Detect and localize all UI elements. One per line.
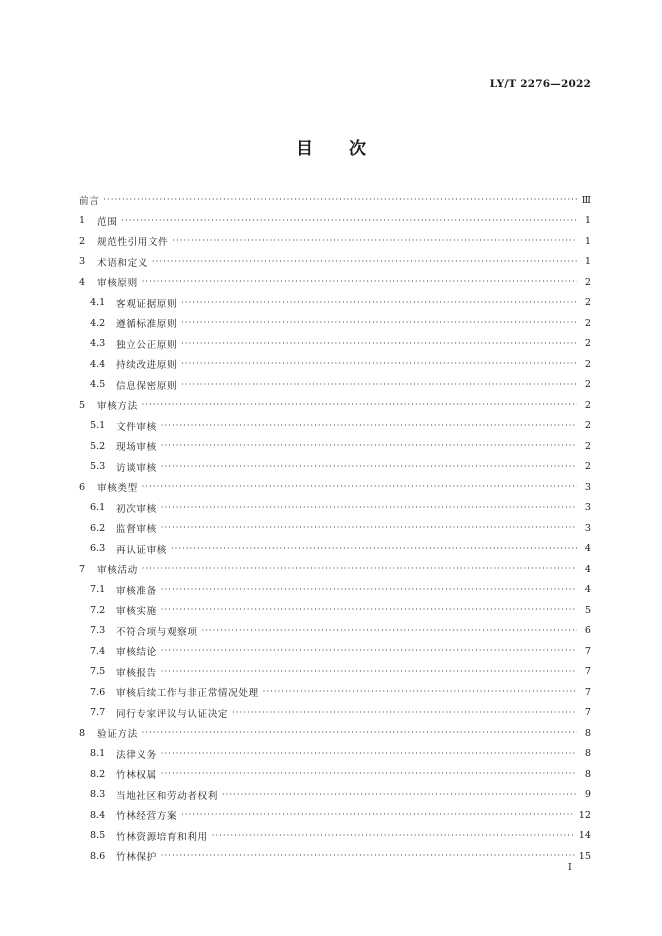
toc-dot-leader [161,503,577,513]
toc-dot-leader [263,687,577,697]
toc-entry-label: 竹林权属 [116,770,157,782]
toc-dot-leader [222,790,577,800]
toc-entry[interactable] [79,682,591,703]
toc-entry-number: 8.1 [90,748,106,760]
toc-entry-label: 独立公正原则 [116,339,178,351]
toc-entry-label: 前言 [79,196,100,208]
toc-entry[interactable] [79,416,591,437]
toc-entry[interactable] [79,395,591,416]
toc-dot-leader [181,318,577,328]
toc-entry-label: 持续改进原则 [116,360,178,372]
toc-dot-leader [232,708,577,718]
toc-entry-page: 1 [584,235,591,247]
toc-entry-page: 6 [584,625,591,637]
toc-entry-number: 5 [79,399,86,411]
toc-entry-number: 6.3 [90,543,106,555]
page-number: I [568,862,572,873]
toc-entry[interactable] [79,477,591,498]
toc-entry-page: 2 [584,358,591,370]
toc-dot-leader [161,851,575,861]
toc-entry[interactable] [79,723,591,744]
toc-entry[interactable] [79,539,591,560]
toc-entry-label: 不符合项与观察项 [116,626,198,638]
toc-entry-number: 4.2 [90,317,106,329]
toc-entry-number: 8.6 [90,850,106,862]
toc-entry-label: 同行专家评议与认证决定 [116,708,229,720]
toc-entry[interactable] [79,457,591,478]
toc-entry-number: 7.6 [90,686,106,698]
toc-entry-number: 3 [79,256,86,268]
toc-entry[interactable] [79,293,591,314]
toc-entry[interactable] [79,231,591,252]
toc-entry-number: 6.1 [90,502,106,514]
toc-dot-leader [212,831,575,841]
toc-dot-leader [142,277,577,287]
toc-entry-number: 7.4 [90,645,106,657]
toc-entry-page: 3 [584,502,591,514]
toc-entry-page: 2 [584,440,591,452]
toc-dot-leader [161,462,577,472]
toc-dot-leader [161,523,577,533]
toc-entry[interactable] [79,190,591,211]
toc-dot-leader [103,195,577,205]
toc-entry-number: 6.2 [90,522,106,534]
toc-entry-number: 1 [79,215,86,227]
toc-entry-number: 4.3 [90,338,106,350]
toc-entry-label: 遵循标准原则 [116,319,178,331]
toc-entry-label: 文件审核 [116,421,157,433]
toc-entry[interactable] [79,580,591,601]
toc-entry-label: 当地社区和劳动者权利 [116,790,218,802]
toc-entry-page: 7 [584,707,591,719]
toc-entry-page: 3 [584,522,591,534]
toc-entry-number: 8.3 [90,789,106,801]
toc-entry-label: 监督审核 [116,524,157,536]
toc-entry[interactable] [79,272,591,293]
toc-entry[interactable] [79,354,591,375]
toc-dot-leader [121,216,577,226]
toc-entry-number: 5.2 [90,440,106,452]
toc-entry-page: 4 [584,584,591,596]
toc-dot-leader [142,728,577,738]
toc-entry-label: 竹林经营方案 [116,811,178,823]
toc-entry-number: 4.4 [90,358,106,370]
toc-dot-leader [142,482,577,492]
toc-entry[interactable] [79,641,591,662]
toc-entry-page: 4 [584,543,591,555]
toc-dot-leader [161,667,577,677]
toc-entry-label: 审核方法 [97,401,138,413]
toc-entry-number: 7.7 [90,707,106,719]
toc-entry-label: 竹林资源培育和利用 [116,831,208,843]
toc-title-char: 目 [296,139,313,159]
toc-entry-page: 2 [584,276,591,288]
toc-dot-leader [181,298,577,308]
toc-entry[interactable] [79,805,591,826]
toc-entry-label: 规范性引用文件 [97,237,169,249]
toc-dot-leader [142,564,577,574]
toc-entry[interactable] [79,621,591,642]
toc-dot-leader [172,236,577,246]
toc-entry[interactable] [79,498,591,519]
toc-dot-leader [202,626,577,636]
toc-entry-page: 8 [584,748,591,760]
toc-entry-number: 5.3 [90,461,106,473]
toc-entry-label: 审核报告 [116,667,157,679]
toc-title-char: 次 [349,139,366,159]
toc-entry[interactable] [79,703,591,724]
toc-entry-page: 8 [584,768,591,780]
toc-list [79,190,591,867]
toc-entry-page: 5 [584,604,591,616]
toc-entry-page: 12 [578,809,591,821]
toc-entry-page: 2 [584,338,591,350]
toc-dot-leader [161,769,577,779]
toc-entry[interactable] [79,211,591,232]
toc-entry-label: 审核原则 [97,278,138,290]
toc-title [0,134,662,159]
toc-dot-leader [161,585,577,595]
toc-dot-leader [181,339,577,349]
toc-entry[interactable] [79,559,591,580]
toc-entry[interactable] [79,846,591,867]
toc-entry[interactable] [79,518,591,539]
toc-entry-page: 2 [584,297,591,309]
toc-entry-page: 8 [584,727,591,739]
toc-entry-page: 2 [584,420,591,432]
toc-entry-page: 2 [584,461,591,473]
toc-entry-page: 14 [578,830,591,842]
toc-entry-page: 7 [584,666,591,678]
toc-dot-leader [161,749,577,759]
toc-entry-number: 8.4 [90,809,106,821]
toc-entry-label: 审核后续工作与非正常情况处理 [116,688,259,700]
toc-dot-leader [142,400,577,410]
toc-entry-number: 7.2 [90,604,106,616]
toc-entry-label: 术语和定义 [97,257,148,269]
toc-entry-label: 访谈审核 [116,462,157,474]
toc-entry-page: 2 [584,317,591,329]
toc-entry-page: 7 [584,645,591,657]
toc-entry-number: 8.2 [90,768,106,780]
toc-dot-leader [161,421,577,431]
toc-entry[interactable] [79,744,591,765]
toc-entry-label: 审核准备 [116,585,157,597]
toc-entry-page: 9 [584,789,591,801]
toc-entry[interactable] [79,334,591,355]
toc-dot-leader [181,810,575,820]
toc-entry-page: 1 [584,215,591,227]
toc-entry-label: 审核类型 [97,483,138,495]
toc-entry-label: 审核活动 [97,565,138,577]
toc-entry-label: 客观证据原则 [116,298,178,310]
toc-entry-page: 7 [584,686,591,698]
toc-entry-label: 审核结论 [116,647,157,659]
toc-entry-label: 审核实施 [116,606,157,618]
toc-entry-number: 8 [79,727,86,739]
toc-entry-label: 法律义务 [116,749,157,761]
toc-entry-page: Ⅲ [581,194,591,206]
toc-entry-label: 现场审核 [116,442,157,454]
toc-entry[interactable] [79,785,591,806]
toc-dot-leader [152,257,577,267]
toc-entry-number: 7.5 [90,666,106,678]
toc-entry-label: 范围 [97,216,118,228]
toc-entry-page: 4 [584,563,591,575]
toc-entry[interactable] [79,662,591,683]
toc-entry-label: 信息保密原则 [116,380,178,392]
toc-entry-number: 7.1 [90,584,106,596]
toc-dot-leader [161,605,577,615]
toc-entry-page: 1 [584,256,591,268]
toc-entry[interactable] [79,252,591,273]
toc-entry-number: 4 [79,276,86,288]
toc-entry-page: 3 [584,481,591,493]
toc-entry-page: 15 [578,850,591,862]
toc-entry-page: 2 [584,399,591,411]
toc-entry-number: 2 [79,235,86,247]
toc-entry-label: 初次审核 [116,503,157,515]
toc-entry[interactable] [79,375,591,396]
toc-entry-number: 7.3 [90,625,106,637]
toc-entry[interactable] [79,826,591,847]
toc-entry-label: 竹林保护 [116,852,157,864]
toc-dot-leader [181,380,577,390]
toc-entry-number: 5.1 [90,420,106,432]
toc-entry[interactable] [79,436,591,457]
toc-entry-number: 8.5 [90,830,106,842]
toc-entry[interactable] [79,313,591,334]
toc-entry[interactable] [79,764,591,785]
toc-entry-number: 4.5 [90,379,106,391]
standard-code: LY/T 2276—2022 [489,78,591,90]
toc-dot-leader [171,544,577,554]
toc-dot-leader [161,441,577,451]
toc-dot-leader [161,646,577,656]
toc-entry-label: 再认证审核 [116,544,167,556]
toc-entry-page: 2 [584,379,591,391]
toc-entry-number: 4.1 [90,297,106,309]
toc-dot-leader [181,359,577,369]
toc-entry-number: 7 [79,563,86,575]
toc-entry-number: 6 [79,481,86,493]
toc-entry[interactable] [79,600,591,621]
toc-entry-label: 验证方法 [97,729,138,741]
